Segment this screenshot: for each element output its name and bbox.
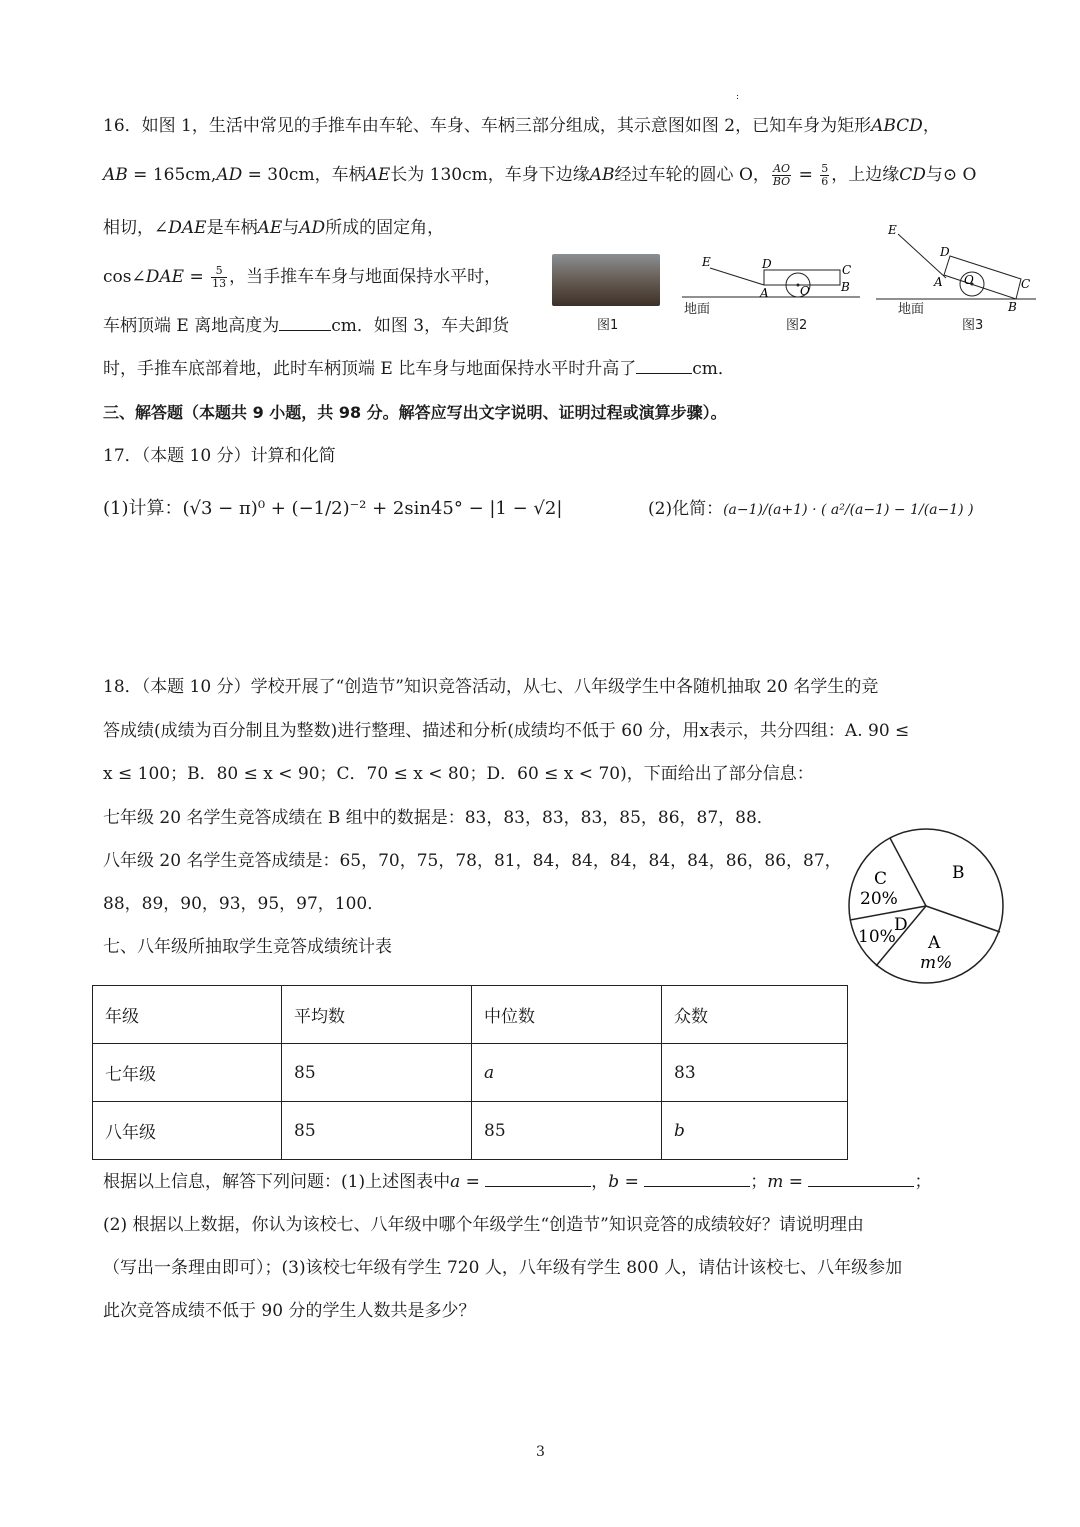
header-mark: : xyxy=(736,92,740,102)
label-B: B xyxy=(841,280,850,294)
ground-label: 地面 xyxy=(898,302,925,317)
pie-divider-ab xyxy=(926,906,1000,932)
label-D: D xyxy=(762,257,772,271)
answer-blank-m[interactable] xyxy=(808,1170,914,1187)
label-E: E xyxy=(888,223,897,237)
table-header-cell: 年级 xyxy=(93,986,282,1044)
five-sixths-fraction: $\frac{5}{6}$ xyxy=(821,162,829,188)
q16-line3: 相切，∠DAE是车柄AE与AD所成的固定角， xyxy=(103,218,445,238)
q18-question-line2: (2) 根据以上数据，你认为该校七、八年级中哪个年级学生“创造节”知识竞答的成绩较好？请说明理由 xyxy=(103,1215,864,1235)
pie-chart xyxy=(846,828,1010,988)
q18-line5: 八年级 20 名学生竞答成绩是：65，70，75，78，81，84，84，84，84，84，86，86，87， xyxy=(103,851,842,871)
table-cell: 83 xyxy=(662,1044,848,1102)
q18-line1: 18．（本题 10 分）学校开展了“创造节”知识竞答活动，从七、八年级学生中各随机抽取 20 名学生的竞 xyxy=(103,677,879,697)
q16-line4: cos∠DAE = $\frac{5}{13}$ ，当手推车车身与地面保持水平时， xyxy=(103,264,502,290)
pie-label-D: D xyxy=(894,915,908,935)
section-3-heading: 三、解答题（本题共 9 小题，共 98 分。解答应写出文字说明、证明过程或演算步骤）。 xyxy=(103,403,727,422)
table-row xyxy=(93,1044,848,1102)
label-A: A xyxy=(760,286,769,300)
label-D: D xyxy=(940,245,950,259)
table-cell: a xyxy=(472,1044,662,1102)
label-C: C xyxy=(842,263,852,277)
table-header-cell: 平均数 xyxy=(282,986,472,1044)
q17-part2: (2)化简：(a−1)/(a+1) · ( a²/(a−1) − 1/(a−1) ) xyxy=(648,499,974,519)
q18-line6: 88，89，90，93，95，97，100． xyxy=(103,894,385,914)
answer-blank-b[interactable] xyxy=(644,1170,750,1187)
q17-part1: (1)计算：(√3 − π)⁰ + (−1/2)⁻² + 2sin45° − |1 − √2| xyxy=(103,498,563,519)
cos-fraction: $\frac{5}{13}$ xyxy=(212,264,227,290)
q18-question-line1: 根据以上信息，解答下列问题：(1)上述图表中a = ，b = ；m = ； xyxy=(103,1172,932,1192)
q18-question-line4: 此次竞答成绩不低于 90 分的学生人数共是多少？ xyxy=(103,1301,476,1321)
q16-line1: 16．如图 1，生活中常见的手推车由车轮、车身、车柄三部分组成，其示意图如图 2，已知车身为矩形ABCD， xyxy=(103,116,940,136)
page-number: 3 xyxy=(536,1444,545,1460)
answer-blank-a[interactable] xyxy=(485,1170,591,1187)
cart-photo xyxy=(552,254,660,306)
pie-pct-C: 20% xyxy=(860,889,898,909)
pie-label-C: C xyxy=(874,869,888,889)
label-O: O xyxy=(800,284,810,298)
table-cell: 八年级 xyxy=(93,1102,282,1160)
q17-title: 17．（本题 10 分）计算和化简 xyxy=(103,446,336,466)
q18-line4: 七年级 20 名学生竞答成绩在 B 组中的数据是：83，83，83，83，85，86，87，88． xyxy=(103,808,774,828)
pie-pct-D: 10% xyxy=(858,927,896,947)
q16-line6: 时，手推车底部着地，此时车柄顶端 E 比车身与地面保持水平时升高了 cm． xyxy=(103,359,735,379)
table-header-row xyxy=(93,986,848,1044)
pie-label-A: A xyxy=(928,933,941,953)
ground-label: 地面 xyxy=(684,302,711,317)
ratio-fraction: $\frac{AO}{BO}$ xyxy=(772,162,791,188)
fig3-caption: 图3 xyxy=(962,318,984,333)
table-cell: b xyxy=(662,1102,848,1160)
stats-table xyxy=(92,985,848,1160)
pie-pct-A: m% xyxy=(920,953,953,973)
label-O: O xyxy=(964,273,974,287)
fig2-caption: 图2 xyxy=(786,318,808,333)
cart-handle-line xyxy=(710,268,764,285)
q18-question-line3: （写出一条理由即可）；(3)该校七年级有学生 720 人，八年级有学生 800 人，请估计该校七、八年级参加 xyxy=(103,1258,903,1278)
pie-label-B: B xyxy=(952,863,965,883)
label-E: E xyxy=(702,255,711,269)
table-cell: 七年级 xyxy=(93,1044,282,1102)
answer-blank[interactable] xyxy=(279,314,331,331)
table-header-cell: 中位数 xyxy=(472,986,662,1044)
label-B: B xyxy=(1008,300,1017,312)
q18-line3: x ≤ 100；B．80 ≤ x < 90；C．70 ≤ x < 80；D．60 ≤ x < 70)，下面给出了部分信息： xyxy=(103,764,814,784)
q16-line2: AB = 165cm,AD = 30cm，车柄AE长为 130cm，车身下边缘AB经过车轮的圆心 O， $\frac{AO}{BO}$ = $\frac{5}{6}$ ，上边缘CD与⊙ O xyxy=(103,162,977,188)
table-cell: 85 xyxy=(282,1044,472,1102)
label-C: C xyxy=(1021,277,1031,291)
table-header-cell: 众数 xyxy=(662,986,848,1044)
label-A: A xyxy=(934,275,943,289)
cart-body-rect xyxy=(764,270,840,285)
q16-line5: 车柄顶端 E 离地高度为 cm．如图 3，车夫卸货 xyxy=(103,316,510,336)
answer-blank[interactable] xyxy=(636,357,692,374)
q18-line2: 答成绩(成绩为百分制且为整数)进行整理、描述和分析(成绩均不低于 60 分，用x表示，共分四组：A. 90 ≤ xyxy=(103,721,910,741)
table-row xyxy=(93,1102,848,1160)
cart-handle-line xyxy=(898,234,946,278)
table-cell: 85 xyxy=(282,1102,472,1160)
table-title: 七、八年级所抽取学生竞答成绩统计表 xyxy=(103,937,392,957)
table-cell: 85 xyxy=(472,1102,662,1160)
fig1-caption: 图1 xyxy=(597,318,619,333)
